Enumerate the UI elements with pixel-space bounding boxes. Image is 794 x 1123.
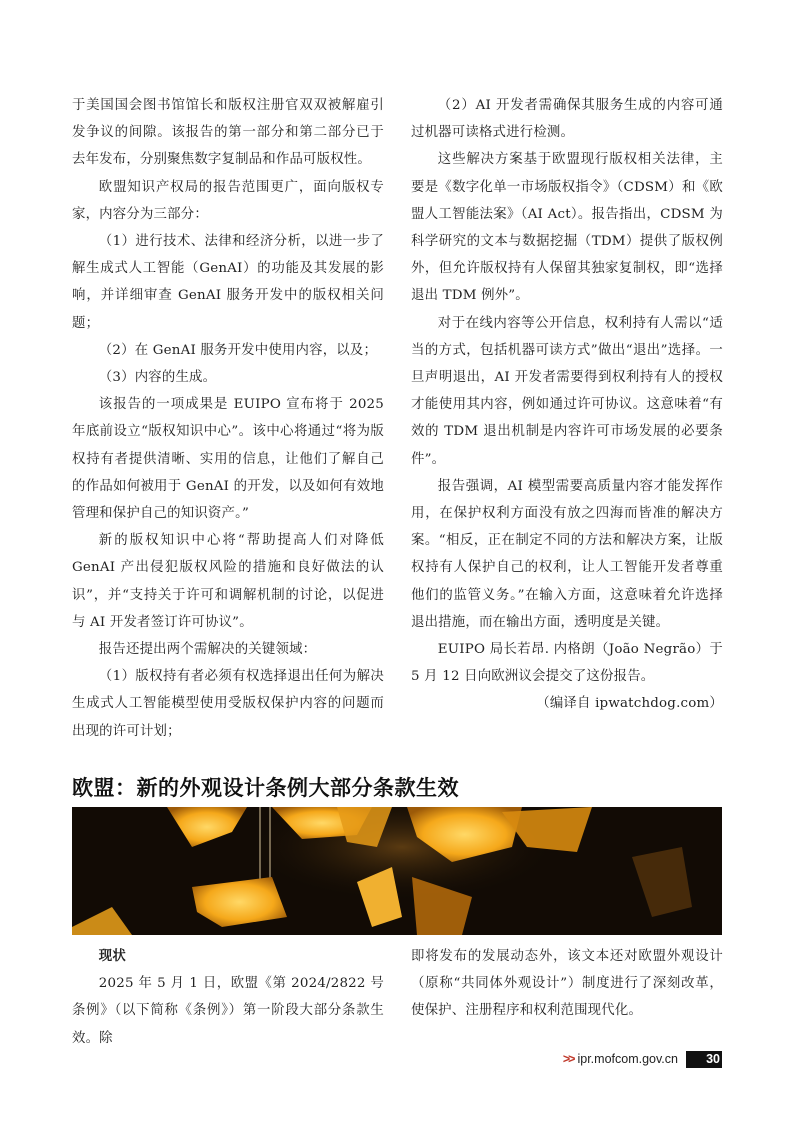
source-note: （编译自 ipwatchdog.com）: [536, 696, 723, 712]
paragraph: 报告还提出两个需解决的关键领域：: [98, 642, 317, 658]
article-column-right: [411, 92, 723, 718]
paragraph: 这些解决方案基于欧盟现行版权相关法律，主要是《数字化单一市场版权指令》（CDSM）和《欧盟人工智能法案》（AI Act）。报告指出，CDSM 为科学研究的文本与数据挖掘（TDM）提供了版权例外，但允许版权持有人保留其独家复制权，即“选择退出 TDM 例外”。: [411, 152, 723, 304]
page-number: 30: [686, 1051, 722, 1068]
paragraph: EUIPO 局长若昂. 内格朗（João Negrão）于 5 月 12 日向欧洲议会提交了这份报告。: [411, 642, 723, 685]
lamps-photo: [72, 807, 722, 935]
paragraph: 该报告的一项成果是 EUIPO 宣布将于 2025 年底前设立“版权知识中心”。该中心将通过“将为版权持有者提供清晰、实用的信息，让他们了解自己的作品如何被用于 GenAI 的开发，以及如何有效地管理和保护自己的知识资产。”: [72, 397, 384, 522]
list-item: （2）在 GenAI 服务开发中使用内容，以及；: [98, 342, 378, 358]
list-item: （1）版权持有者必须有权选择退出任何为解决生成式人工智能模型使用受版权保护内容的问题而出现的许可计划；: [72, 669, 384, 739]
paragraph: 新的版权知识中心将“帮助提高人们对降低 GenAI 产出侵犯版权风险的措施和良好做法的认识”，并“支持关于许可和调解机制的讨论，以促进与 AI 开发者签订许可协议”。: [72, 533, 384, 630]
section-column-right: [411, 943, 723, 1025]
list-item: （1）进行技术、法律和经济分析，以进一步了解生成式人工智能（GenAI）的功能及其发展的影响，并详细审查 GenAI 服务开发中的版权相关问题；: [72, 234, 384, 331]
paragraph: 即将发布的发展动态外，该文本还对欧盟外观设计（原称“共同体外观设计”）制度进行了深刻改革，使保护、注册程序和权利范围现代化。: [411, 949, 723, 1019]
chevron-right-icon: >>: [562, 1052, 574, 1066]
lamps-illustration: [72, 807, 722, 935]
page-footer: [540, 1050, 722, 1068]
list-item: （3）内容的生成。: [98, 370, 217, 386]
paragraph: 于美国国会图书馆馆长和版权注册官双双被解雇引发争议的间隙。该报告的第一部分和第二部分已于去年发布，分别聚焦数字复制品和作品可版权性。: [72, 98, 384, 168]
paragraph: 报告强调，AI 模型需要高质量内容才能发挥作用，在保护权利方面没有放之四海而皆准的解决方案。“相反，正在制定不同的方法和解决方案，让版权持有人保护自己的权利，让人工智能开发者尊重他们的监管义务。”在输入方面，这意味着允许选择退出措施，而在输出方面，透明度是关键。: [411, 478, 723, 630]
section-subhead: 现状: [98, 949, 126, 964]
paragraph: 欧盟知识产权局的报告范围更广，面向版权专家，内容分为三部分：: [72, 179, 384, 222]
article-column-left: [72, 92, 384, 745]
footer-url: ipr.mofcom.gov.cn: [577, 1052, 678, 1066]
list-item: （2）AI 开发者需确保其服务生成的内容可通过机器可读格式进行检测。: [411, 98, 723, 141]
paragraph: 对于在线内容等公开信息，权利持有人需以“适当的方式，包括机器可读方式”做出“退出”选择。一旦声明退出，AI 开发者需要得到权利持有人的授权才能使用其内容，例如通过许可协议。这意味着“有效的 TDM 退出机制是内容许可市场发展的必要条件”。: [411, 315, 723, 467]
section-title: 欧盟：新的外观设计条例大部分条款生效: [72, 776, 459, 800]
section-column-left: [72, 943, 384, 1052]
paragraph: 2025 年 5 月 1 日，欧盟《第 2024/2822 号条例》（以下简称《条例》）第一阶段大部分条款生效。除: [72, 976, 384, 1046]
